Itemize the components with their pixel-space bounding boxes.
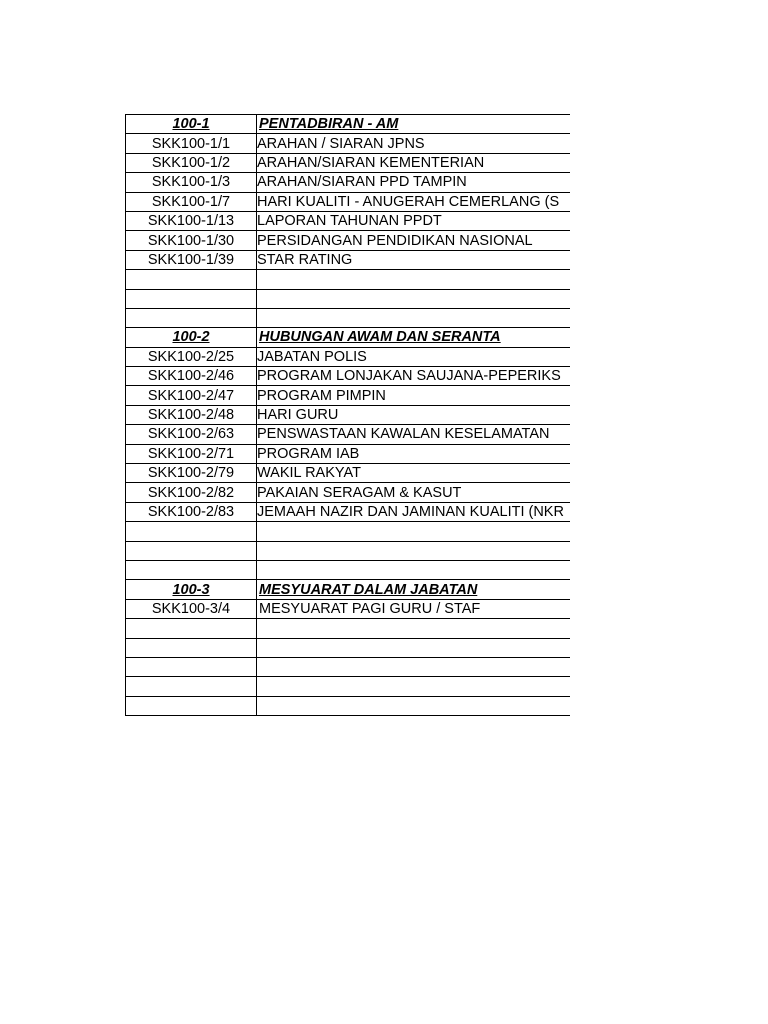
table-row <box>126 367 571 386</box>
file-description-cell[interactable]: PERSIDANGAN PENDIDIKAN NASIONAL <box>257 231 571 250</box>
empty-row <box>126 270 571 289</box>
group-code-cell[interactable]: 100-2 <box>126 328 257 347</box>
file-description-cell[interactable]: LAPORAN TAHUNAN PPDT <box>257 211 571 230</box>
empty-row <box>126 289 571 308</box>
table-row <box>126 405 571 424</box>
group-code-cell[interactable]: 100-3 <box>126 580 257 599</box>
table-row <box>126 153 571 172</box>
empty-cell[interactable] <box>257 289 571 308</box>
file-description-cell[interactable]: HARI GURU <box>257 405 571 424</box>
empty-cell[interactable] <box>257 619 571 638</box>
file-code-cell[interactable]: SKK100-1/7 <box>126 192 257 211</box>
file-code-cell[interactable]: SKK100-2/63 <box>126 425 257 444</box>
empty-cell[interactable] <box>257 522 571 541</box>
file-description-cell[interactable]: JEMAAH NAZIR DAN JAMINAN KUALITI (NKR <box>257 502 571 521</box>
group-title-cell[interactable]: HUBUNGAN AWAM DAN SERANTA <box>257 328 571 347</box>
file-code-cell[interactable]: SKK100-2/46 <box>126 367 257 386</box>
empty-cell[interactable] <box>257 696 571 715</box>
file-description-cell[interactable]: PROGRAM IAB <box>257 444 571 463</box>
empty-cell[interactable] <box>257 677 571 696</box>
empty-row <box>126 308 571 327</box>
empty-cell[interactable] <box>257 270 571 289</box>
table-row <box>126 134 571 153</box>
table-row <box>126 211 571 230</box>
empty-cell[interactable] <box>257 560 571 579</box>
empty-row <box>126 541 571 560</box>
group-title-cell[interactable]: PENTADBIRAN - AM <box>257 115 571 134</box>
empty-row <box>126 522 571 541</box>
file-description-cell[interactable]: STAR RATING <box>257 250 571 269</box>
table-row <box>126 192 571 211</box>
table-row <box>126 483 571 502</box>
empty-cell[interactable] <box>126 619 257 638</box>
file-code-cell[interactable]: SKK100-2/25 <box>126 347 257 366</box>
file-code-cell[interactable]: SKK100-1/3 <box>126 173 257 192</box>
table-row <box>126 464 571 483</box>
file-description-cell[interactable]: MESYUARAT PAGI GURU / STAF <box>257 599 571 618</box>
table-row <box>126 231 571 250</box>
empty-cell[interactable] <box>126 270 257 289</box>
group-header-row <box>126 328 571 347</box>
file-description-cell[interactable]: PROGRAM PIMPIN <box>257 386 571 405</box>
file-description-cell[interactable]: JABATAN POLIS <box>257 347 571 366</box>
table-row <box>126 173 571 192</box>
file-index-table <box>125 114 570 716</box>
table-row <box>126 347 571 366</box>
file-description-cell[interactable]: PAKAIAN SERAGAM & KASUT <box>257 483 571 502</box>
group-header-row <box>126 115 571 134</box>
empty-cell[interactable] <box>126 638 257 657</box>
table-row <box>126 250 571 269</box>
spreadsheet-view <box>125 114 570 722</box>
file-code-cell[interactable]: SKK100-2/82 <box>126 483 257 502</box>
file-description-cell[interactable]: ARAHAN/SIARAN KEMENTERIAN <box>257 153 571 172</box>
empty-cell[interactable] <box>126 657 257 676</box>
empty-cell[interactable] <box>257 657 571 676</box>
empty-row <box>126 638 571 657</box>
table-body <box>126 115 571 716</box>
file-code-cell[interactable]: SKK100-1/1 <box>126 134 257 153</box>
file-code-cell[interactable]: SKK100-2/71 <box>126 444 257 463</box>
empty-cell[interactable] <box>257 638 571 657</box>
empty-cell[interactable] <box>126 308 257 327</box>
empty-row <box>126 560 571 579</box>
group-title-cell[interactable]: MESYUARAT DALAM JABATAN <box>257 580 571 599</box>
file-description-cell[interactable]: ARAHAN / SIARAN JPNS <box>257 134 571 153</box>
file-code-cell[interactable]: SKK100-2/83 <box>126 502 257 521</box>
file-description-cell[interactable]: PROGRAM LONJAKAN SAUJANA-PEPERIKS <box>257 367 571 386</box>
file-description-cell[interactable]: ARAHAN/SIARAN PPD TAMPIN <box>257 173 571 192</box>
empty-row <box>126 619 571 638</box>
file-code-cell[interactable]: SKK100-2/48 <box>126 405 257 424</box>
file-code-cell[interactable]: SKK100-3/4 <box>126 599 257 618</box>
empty-cell[interactable] <box>126 541 257 560</box>
empty-cell[interactable] <box>257 308 571 327</box>
table-row <box>126 425 571 444</box>
file-code-cell[interactable]: SKK100-1/2 <box>126 153 257 172</box>
table-row <box>126 502 571 521</box>
table-row <box>126 386 571 405</box>
empty-row <box>126 657 571 676</box>
group-code-cell[interactable]: 100-1 <box>126 115 257 134</box>
empty-cell[interactable] <box>126 696 257 715</box>
file-code-cell[interactable]: SKK100-1/13 <box>126 211 257 230</box>
empty-cell[interactable] <box>126 560 257 579</box>
empty-cell[interactable] <box>126 289 257 308</box>
file-description-cell[interactable]: PENSWASTAAN KAWALAN KESELAMATAN <box>257 425 571 444</box>
file-description-cell[interactable]: HARI KUALITI - ANUGERAH CEMERLANG (S <box>257 192 571 211</box>
empty-cell[interactable] <box>257 541 571 560</box>
file-code-cell[interactable]: SKK100-1/30 <box>126 231 257 250</box>
empty-cell[interactable] <box>126 677 257 696</box>
file-code-cell[interactable]: SKK100-2/47 <box>126 386 257 405</box>
table-row <box>126 444 571 463</box>
empty-row <box>126 677 571 696</box>
table-row <box>126 599 571 618</box>
file-code-cell[interactable]: SKK100-2/79 <box>126 464 257 483</box>
group-header-row <box>126 580 571 599</box>
file-code-cell[interactable]: SKK100-1/39 <box>126 250 257 269</box>
empty-row <box>126 696 571 715</box>
empty-cell[interactable] <box>126 522 257 541</box>
file-description-cell[interactable]: WAKIL RAKYAT <box>257 464 571 483</box>
